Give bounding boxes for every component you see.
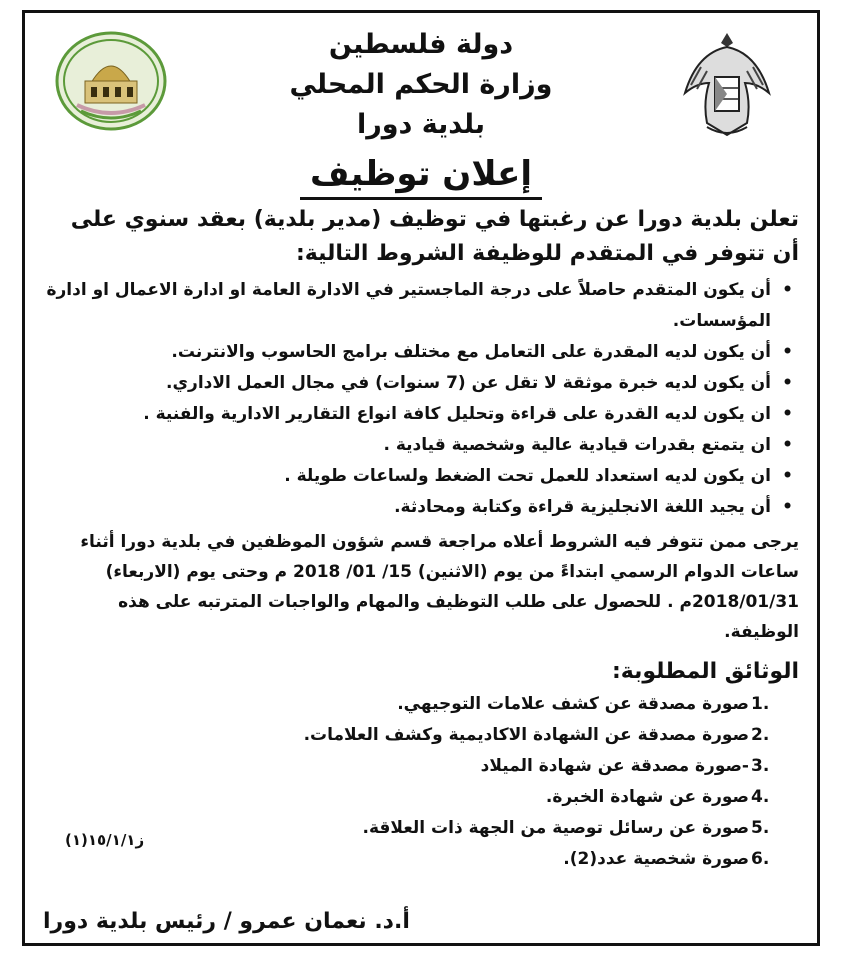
palestine-eagle-emblem-icon (677, 23, 777, 143)
bullet-icon: • (782, 435, 793, 455)
document-number: 6. (751, 849, 770, 869)
requirement-item (43, 461, 799, 492)
title-block (205, 25, 637, 145)
document-number: 1. (751, 694, 770, 714)
document-text: صورة عن رسائل توصية من الجهة ذات العلاقة. (362, 818, 749, 838)
document-text: صورة شخصية عدد(2). (563, 849, 749, 869)
requirement-text: أن يكون لديه المقدرة على التعامل مع مختلف برامج الحاسوب والانترنت. (171, 342, 771, 362)
requirement-text: ان يكون لديه القدرة على قراءة وتحليل كافة انواع التقارير الادارية والفنية . (143, 404, 771, 424)
announcement-title: إعلان توظيف (300, 153, 542, 200)
bullet-icon: • (782, 497, 793, 517)
documents-list (43, 689, 799, 875)
document-item (43, 844, 799, 875)
bullet-icon: • (782, 342, 793, 362)
requirement-item (43, 337, 799, 368)
document-item (43, 782, 799, 813)
bullet-icon: • (782, 280, 793, 300)
municipality-name: بلدية دورا (356, 109, 486, 140)
bullet-icon: • (782, 404, 793, 424)
requirements-list (43, 275, 799, 523)
documents-title: الوثائق المطلوبة: (611, 659, 799, 684)
document-item (43, 813, 799, 844)
requirement-text: ان يكون لديه استعداد للعمل تحت الضغط ولساعات طويلة . (284, 466, 771, 486)
header (25, 13, 817, 163)
reference-code: ز١٥/١/١(١) (65, 831, 145, 849)
document-number: 2. (751, 725, 770, 745)
intro-paragraph: تعلن بلدية دورا عن رغبتها في توظيف (مدير بلدية) بعقد سنوي على أن تتوفر في المتقدم للوظيفة الشروط التالية: (70, 207, 799, 266)
requirement-text: ان يتمتع بقدرات قيادية عالية وشخصية قيادية . (383, 435, 771, 455)
requirement-item (43, 275, 799, 337)
document-text: -صورة مصدقة عن شهادة الميلاد (480, 756, 749, 776)
requirement-text: أن يكون لديه خبرة موثقة لا تقل عن (7 سنوات) في مجال العمل الاداري. (166, 373, 771, 393)
document-text: صورة مصدقة عن كشف علامات التوجيهي. (397, 694, 749, 714)
signature-line: أ.د. نعمان عمرو / رئيس بلدية دورا (43, 909, 410, 934)
document-number: 4. (751, 787, 770, 807)
bullet-icon: • (782, 466, 793, 486)
dura-municipality-emblem-icon (55, 31, 167, 131)
document-text: صورة عن شهادة الخبرة. (545, 787, 749, 807)
requirement-item (43, 430, 799, 461)
document-number: 5. (751, 818, 770, 838)
document-item (43, 689, 799, 720)
requirement-text: أن يجيد اللغة الانجليزية قراءة وكتابة ومحادثة. (394, 497, 771, 517)
bullet-icon: • (782, 373, 793, 393)
state-name: دولة فلسطين (328, 29, 514, 60)
announcement-heading (25, 153, 817, 200)
document-number: 3. (751, 756, 770, 776)
announcement-frame (22, 10, 820, 946)
requirement-text: أن يكون المتقدم حاصلاً على درجة الماجستير في الادارة العامة او ادارة الاعمال او ادارة المؤسسات. (46, 280, 771, 331)
content (43, 203, 799, 875)
ministry-name: وزارة الحكم المحلي (289, 69, 553, 100)
document-item (43, 720, 799, 751)
application-note: يرجى ممن تتوفر فيه الشروط أعلاه مراجعة قسم شؤون الموظفين في بلدية دورا أثناء ساعات الدوام الرسمي ابتداءً من يوم (الاثنين) 15/ 01/ 2018 م وحتى يوم (الاربعاء) 2018/01/31م . للحصول على طلب التوظيف والمهام والواجبات المترتبه على هذه الوظيفة. (80, 532, 799, 642)
requirement-item (43, 492, 799, 523)
requirement-item (43, 368, 799, 399)
document-text: صورة مصدقة عن الشهادة الاكاديمية وكشف العلامات. (303, 725, 749, 745)
requirement-item (43, 399, 799, 430)
document-item (43, 751, 799, 782)
